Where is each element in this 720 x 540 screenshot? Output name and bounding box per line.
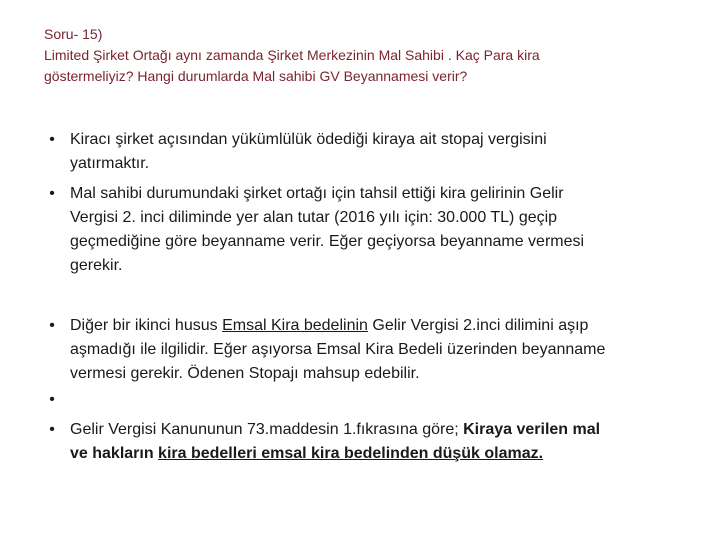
bullet-line: yatırmaktır. [70, 155, 150, 172]
bullet-marker: • [49, 421, 55, 438]
underlined-term: Emsal Kira bedelinin [222, 317, 368, 334]
bullet-marker: • [49, 317, 55, 334]
bullet-line [70, 418, 700, 442]
question-text-line: göstermeliyiz? Hangi durumlarda Mal sahibi GV Beyannamesi verir? [44, 68, 468, 84]
bullet-line [70, 442, 700, 466]
bullet-line [70, 314, 700, 338]
question-text-line: Limited Şirket Ortağı aynı zamanda Şirket Merkezinin Mal Sahibi . Kaç Para kira [44, 47, 540, 63]
bullet-line: aşmadığı ile ilgilidir. Eğer aşıyorsa Emsal Kira Bedeli üzerinden beyanname [70, 341, 606, 358]
bullet-text-segment: Diğer bir ikinci husus [70, 317, 223, 334]
bullet-line: geçmediğine göre beyanname verir. Eğer geçiyorsa beyanname vermesi [70, 233, 585, 250]
bullet-line: Kiracı şirket açısından yükümlülük ödediği kiraya ait stopaj vergisini [70, 131, 547, 148]
bullet-marker: • [49, 185, 55, 202]
bullet-line: Vergisi 2. inci diliminde yer alan tutar (2016 yılı için: 30.000 TL) geçip [70, 209, 558, 226]
bullet-text-segment: Gelir Vergisi 2.inci dilimini aşıp [367, 317, 589, 334]
bullet-line: gerekir. [70, 257, 123, 274]
question-number: Soru- 15) [44, 26, 103, 42]
bullet-text [70, 418, 700, 466]
bullet-text [70, 314, 700, 386]
bullet-text [70, 128, 700, 176]
bullet-marker: • [49, 131, 55, 148]
bold-text-segment: ve hakların [70, 445, 159, 462]
bullet-text [70, 182, 700, 278]
bullet-line: Mal sahibi durumundaki şirket ortağı için tahsil ettiği kira gelirinin Gelir [70, 185, 564, 202]
bullet-line: vermesi gerekir. Ödenen Stopajı mahsup edebilir. [70, 365, 420, 382]
bullet-marker: • [49, 391, 55, 408]
question-heading [44, 24, 684, 87]
bold-text-segment: Kiraya verilen mal [463, 421, 601, 438]
bullet-text-segment: Gelir Vergisi Kanununun 73.maddesin 1.fıkrasına göre; [70, 421, 464, 438]
bold-underlined-text-segment: kira bedelleri emsal kira bedelinden düşük olamaz. [158, 445, 544, 462]
